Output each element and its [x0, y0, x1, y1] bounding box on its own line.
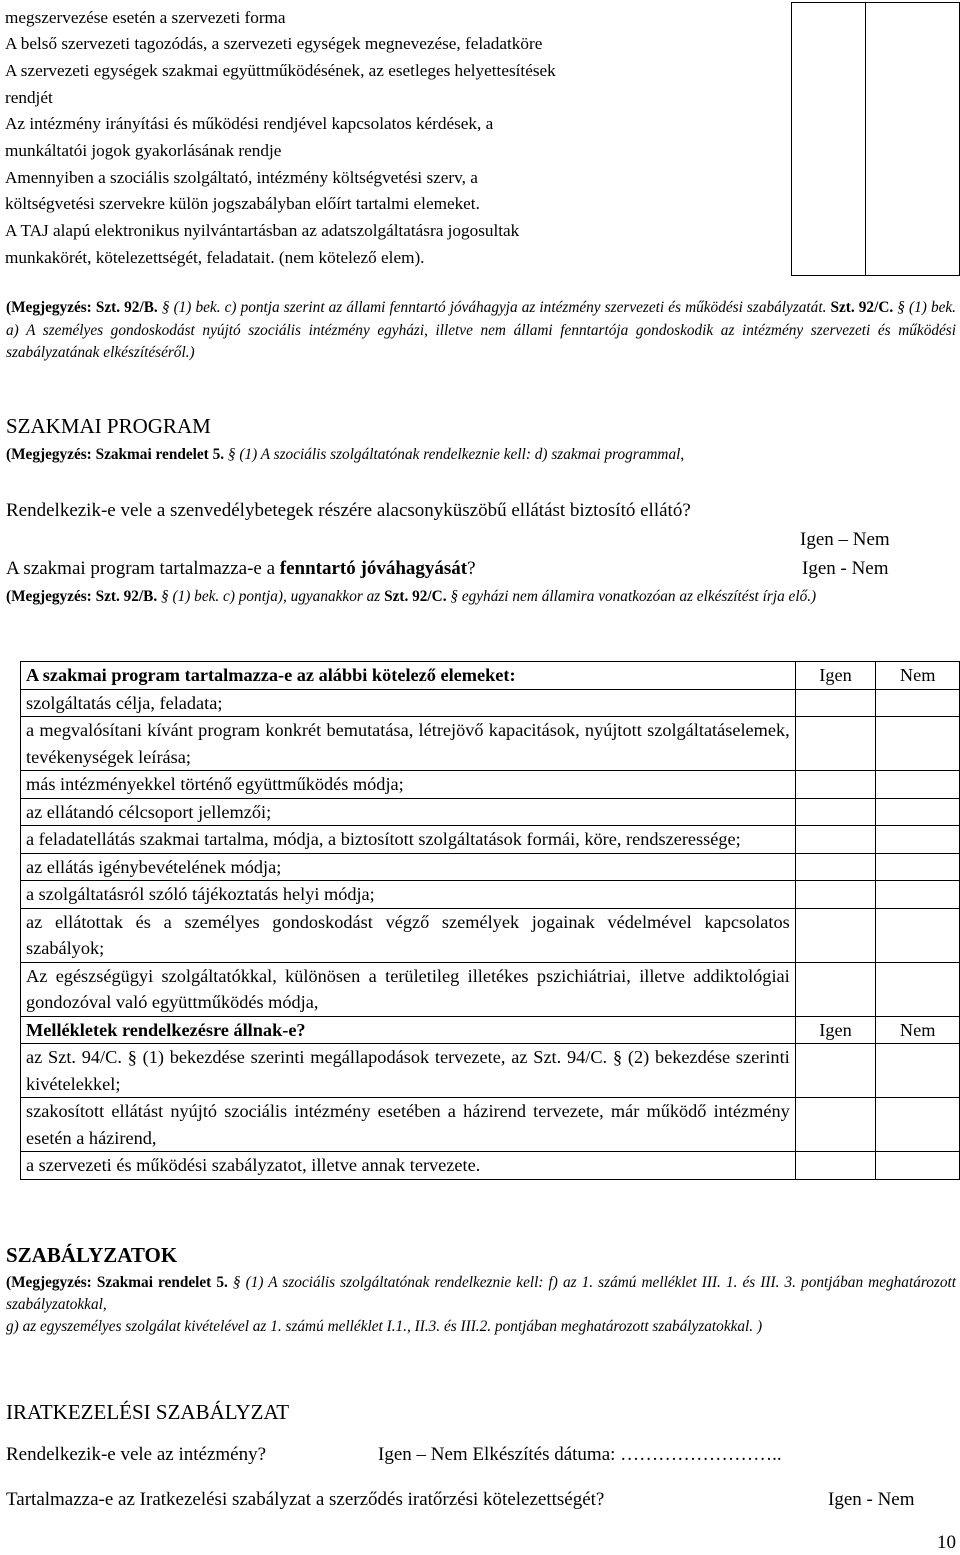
note-szmsz [6, 297, 956, 365]
note-bold: (Megjegyzés: Szt. 92/B. [6, 588, 158, 605]
note-italic: § (1) bek. a) A személyes gondoskodást nyújtó szociális intézmény egyházi, illetve nem állami fenntartója gondoskodik az intézmény szervezeti és működési szabályzatának elkészítéséről.) [6, 299, 956, 361]
header-label: A szakmai program tartalmazza-e az alábbi kötelező elemeket: [21, 662, 796, 690]
table-row [21, 853, 960, 881]
table-cell-no[interactable] [876, 798, 960, 826]
top-table-yes-cell[interactable] [792, 3, 866, 276]
table-cell-yes[interactable] [795, 1152, 876, 1180]
table-row-label: szakosított ellátást nyújtó szociális intézmény esetében a házirend tervezete, már működő intézmény esetén a házirend, [21, 1098, 796, 1152]
table-header-row [21, 662, 960, 690]
top-table-line: munkakörét, kötelezettségét, feladatait. (nem kötelező elem). [5, 247, 425, 267]
table-header-row [21, 1016, 960, 1044]
table-cell-no[interactable] [876, 689, 960, 717]
table-row [21, 826, 960, 854]
table-cell-no[interactable] [876, 771, 960, 799]
table-row [21, 798, 960, 826]
top-table-line: megszervezése esetén a szervezeti forma [5, 7, 286, 27]
table-cell-yes[interactable] [795, 853, 876, 881]
table-row [21, 717, 960, 771]
note-italic: g) az egyszemélyes szolgálat kivételével az 1. számú melléklet I.1., II.3. és III.2. pontjában meghatározott szabályzatokkal. ) [6, 1318, 763, 1335]
question-iratkezelesi: Rendelkezik-e vele az intézmény? [6, 1444, 267, 1465]
table-cell-yes[interactable] [795, 1044, 876, 1098]
note-bold: (Megjegyzés: Szakmai rendelet 5. [6, 446, 225, 463]
table-cell-no[interactable] [876, 1044, 960, 1098]
top-table-line: Amennyiben a szociális szolgáltató, intézmény költségvetési szerv, a [5, 167, 478, 187]
table-row [21, 1044, 960, 1098]
answer-igen-nem[interactable]: Igen – Nem [800, 529, 890, 550]
table-cell-yes[interactable] [795, 826, 876, 854]
note-italic: § (1) A szociális szolgáltatónak rendelkeznie kell: f) az 1. számú melléklet III. 1. és III. 3. pontjában meghatározott szabályzatokkal, [6, 1274, 956, 1313]
table-row [21, 689, 960, 717]
page-number: 10 [937, 1532, 956, 1553]
note-szakmai-program [6, 444, 956, 466]
question-bold-text: fenntartó jóváhagyását [279, 558, 468, 579]
answer-igen-nem[interactable]: Igen - Nem [828, 1489, 915, 1510]
header-no: Nem [876, 1016, 960, 1044]
note-bold: (Megjegyzés: Szakmai rendelet 5. [6, 1274, 228, 1291]
question-text: A szakmai program tartalmazza-e a [6, 558, 280, 579]
question-iratorzesi: Tartalmazza-e az Iratkezelési szabályzat a szerződés iratőrzési kötelezettségét? [6, 1489, 605, 1510]
note-bold: Szt. 92/C. [384, 588, 447, 605]
table-cell-yes[interactable] [795, 962, 876, 1016]
table-row [21, 1098, 960, 1152]
table-row [21, 881, 960, 909]
table-cell-yes[interactable] [795, 717, 876, 771]
table-row-label: a szervezeti és működési szabályzatot, illetve annak tervezete. [21, 1152, 796, 1180]
section-heading-szabalyzatok: SZABÁLYZATOK [6, 1243, 178, 1267]
table-cell-yes[interactable] [795, 771, 876, 799]
table-row-label: más intézményekkel történő együttműködés módja; [21, 771, 796, 799]
table-cell-no[interactable] [876, 1098, 960, 1152]
table-cell-no[interactable] [876, 962, 960, 1016]
table-row [21, 1152, 960, 1180]
note-szt-92 [6, 586, 956, 608]
note-italic: § (1) bek. c) pontja), ugyanakkor az [157, 588, 385, 605]
szakmai-program-table [20, 661, 960, 1180]
table-cell-yes[interactable] [795, 881, 876, 909]
table-row-label: Az egészségügyi szolgáltatókkal, különösen a területileg illetékes pszichiátriai, illetve addiktológiai gondozóval való együttműködés módja, [21, 962, 796, 1016]
table-row-label: az ellátottak és a személyes gondoskodást végző személyek jogainak védelmével kapcsolatos szabályok; [21, 908, 796, 962]
table-row-label: az ellátás igénybevételének módja; [21, 853, 796, 881]
header-yes: Igen [795, 1016, 876, 1044]
table-cell-no[interactable] [876, 1152, 960, 1180]
top-table-text-cell [0, 3, 792, 276]
top-table-no-cell[interactable] [866, 3, 960, 276]
top-table-line: A szervezeti egységek szakmai együttműködésének, az esetleges helyettesítések [5, 60, 556, 80]
top-table [0, 2, 960, 276]
table-row-label: szolgáltatás célja, feladata; [21, 689, 796, 717]
top-table-line: Az intézmény irányítási és működési rendjével kapcsolatos kérdések, a [5, 114, 494, 134]
header-no: Nem [876, 662, 960, 690]
top-table-lines [5, 5, 787, 272]
section-heading-szakmai-program: SZAKMAI PROGRAM [6, 414, 211, 438]
note-italic: § egyházi nem államira vonatkozóan az elkészítést írja elő.) [446, 588, 817, 605]
table-cell-no[interactable] [876, 853, 960, 881]
note-italic: § (1) bek. c) pontja szerint az állami fenntartó jóváhagyja az intézmény szervezeti és működési szabályzatát. [157, 299, 827, 316]
top-table-line: munkáltatói jogok gyakorlásának rendje [5, 141, 282, 161]
question-fenntarto-jovahagyas [6, 558, 476, 580]
question-alacsonykuszobu: Rendelkezik-e vele a szenvedélybetegek részére alacsonyküszöbű ellátást biztosító ellátó? [6, 500, 691, 521]
top-table-line: A belső szervezeti tagozódás, a szervezeti egységek megnevezése, feladatköre [5, 34, 543, 54]
note-szabalyzatok [6, 1272, 956, 1338]
table-row-label: az Szt. 94/C. § (1) bekezdése szerinti megállapodások tervezete, az Szt. 94/C. § (2) bekezdése szerinti kivételekkel; [21, 1044, 796, 1098]
answer-igen-nem[interactable]: Igen - Nem [802, 558, 889, 579]
table-cell-yes[interactable] [795, 798, 876, 826]
table-cell-no[interactable] [876, 826, 960, 854]
table-row [21, 771, 960, 799]
answer-igen-nem-date[interactable]: Igen – Nem Elkészítés dátuma: …………………….. [378, 1444, 782, 1465]
table-cell-no[interactable] [876, 908, 960, 962]
table-cell-yes[interactable] [795, 908, 876, 962]
question-text: ? [467, 558, 476, 579]
table-cell-yes[interactable] [795, 1098, 876, 1152]
table-row [21, 908, 960, 962]
table-cell-no[interactable] [876, 881, 960, 909]
section-heading-iratkezelesi: IRATKEZELÉSI SZABÁLYZAT [6, 1400, 290, 1424]
top-table-line: költségvetési szervekre külön jogszabályban előírt tartalmi elemeket. [5, 194, 480, 214]
table-row-label: a megvalósítani kívánt program konkrét bemutatása, létrejövő kapacitások, nyújtott szolgáltatáselemek, tevékenységek leírása; [21, 717, 796, 771]
table-row-label: az ellátandó célcsoport jellemzői; [21, 798, 796, 826]
top-table-line: rendjét [5, 87, 53, 107]
table-cell-yes[interactable] [795, 689, 876, 717]
note-italic: § (1) A szociális szolgáltatónak rendelkeznie kell: d) szakmai programmal, [224, 446, 685, 463]
table-row-label: a feladatellátás szakmai tartalma, módja, a biztosított szolgáltatások formái, köre, rendszeressége; [21, 826, 796, 854]
table-row [21, 962, 960, 1016]
table-row-label: a szolgáltatásról szóló tájékoztatás helyi módja; [21, 881, 796, 909]
header-label: Mellékletek rendelkezésre állnak-e? [21, 1016, 796, 1044]
note-bold: Szt. 92/C. [826, 299, 894, 316]
header-yes: Igen [795, 662, 876, 690]
table-cell-no[interactable] [876, 717, 960, 771]
top-table-line: A TAJ alapú elektronikus nyilvántartásban az adatszolgáltatásra jogosultak [5, 221, 520, 241]
note-bold: (Megjegyzés: Szt. 92/B. [6, 299, 158, 316]
